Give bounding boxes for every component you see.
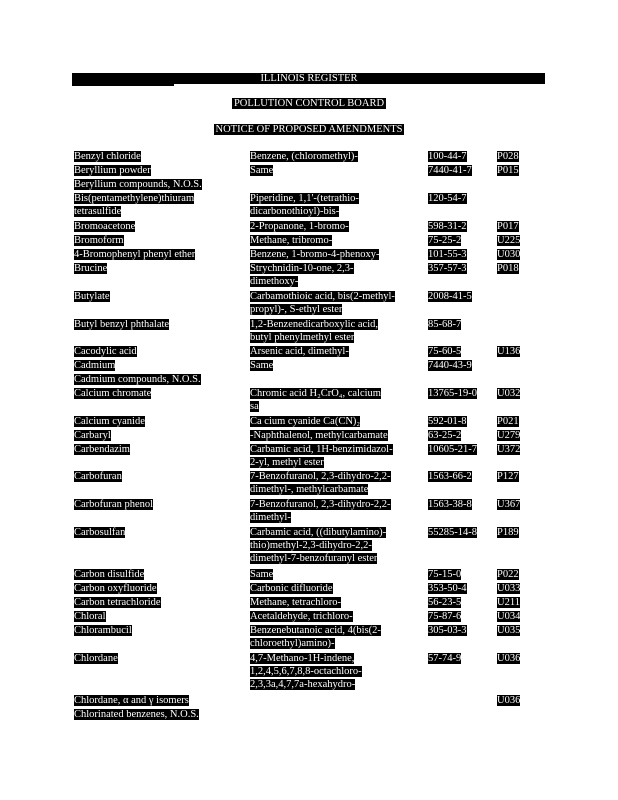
row-cas: 120-54-7 [428, 193, 467, 204]
table-row [0, 415, 618, 429]
row-code: U034 [497, 611, 521, 622]
row-chemical: Arsenic acid, dimethyl- [250, 346, 349, 357]
row-name: Carbon oxyfluoride [74, 583, 157, 594]
row-code: U225 [497, 235, 521, 246]
table-row [0, 192, 618, 217]
row-code: P021 [497, 416, 519, 427]
row-cas: 7440-41-7 [428, 165, 472, 176]
row-cas: 592-01-8 [428, 416, 467, 427]
table-row [0, 429, 618, 443]
row-code: P189 [497, 527, 519, 538]
row-code: U035 [497, 625, 521, 636]
row-chemical: Acetaldehyde, trichloro- [250, 611, 353, 622]
notice-title [0, 124, 618, 135]
row-name: Calcium cyanide [74, 416, 145, 427]
row-cas: 75-60-5 [428, 346, 462, 357]
row-name: Bromoform [74, 235, 124, 246]
row-name: 4-Bromophenyl phenyl ether [74, 249, 196, 260]
row-name: Butyl benzyl phthalate [74, 319, 170, 330]
row-name: Carbon tetrachloride [74, 597, 161, 608]
register-title-text: ILLINOIS REGISTER [260, 73, 358, 84]
row-name: Cadmium compounds, N.O.S. [74, 374, 201, 385]
row-name: Cadmium [74, 360, 116, 371]
table-row [0, 234, 618, 248]
row-code: P018 [497, 263, 519, 274]
table-row [0, 582, 618, 596]
table-row [0, 345, 618, 359]
table-row [0, 694, 618, 708]
row-name: Butylate [74, 291, 110, 302]
row-chemical: Same [250, 165, 274, 176]
row-name: Bis(pentamethylene)thiuram tetrasulfide [74, 193, 195, 217]
row-code: P028 [497, 151, 519, 162]
row-name: Carbosulfan [74, 527, 126, 538]
row-cas: 2008-41-5 [428, 291, 472, 302]
row-name: Carbofuran phenol [74, 499, 154, 510]
row-cas: 357-57-3 [428, 263, 467, 274]
row-name: Calcium chromate [74, 388, 152, 399]
row-chemical: Benzene, 1-bromo-4-phenoxy- [250, 249, 380, 260]
row-name: Chlordane [74, 653, 118, 664]
table-row [0, 568, 618, 582]
row-chemical: Methane, tribromo- [250, 235, 333, 246]
table-row [0, 610, 618, 624]
row-chemical: Ca cium cyanide Ca(CN)₂ [250, 416, 361, 427]
table-row [0, 262, 618, 287]
row-chemical: Carbamothioic acid, bis(2-methyl- propyl)-, S-ethyl ester [250, 291, 395, 315]
row-code: P022 [497, 569, 519, 580]
row-cas: 1563-38-8 [428, 499, 472, 510]
row-name: Beryllium compounds, N.O.S. [74, 179, 202, 190]
row-chemical: Carbonic difluoride [250, 583, 333, 594]
table-row [0, 387, 618, 412]
row-cas: 598-31-2 [428, 221, 467, 232]
row-code: P127 [497, 471, 519, 482]
row-name: Bromoacetone [74, 221, 136, 232]
row-cas: 13765-19-0 [428, 388, 477, 399]
row-code: U032 [497, 388, 521, 399]
row-cas: 75-15-0 [428, 569, 462, 580]
row-cas: 101-55-3 [428, 249, 467, 260]
row-code: U367 [497, 499, 521, 510]
notice-title-text: NOTICE OF PROPOSED AMENDMENTS [215, 124, 403, 135]
table-row [0, 150, 618, 164]
row-chemical: Benzene, (chloromethyl)- [250, 151, 358, 162]
table-row [0, 290, 618, 315]
row-cas: 75-87-6 [428, 611, 462, 622]
row-cas: 305-03-3 [428, 625, 467, 636]
header-underline [72, 84, 174, 86]
table-row [0, 178, 618, 192]
row-cas: 1563-66-2 [428, 471, 472, 482]
table-row [0, 708, 618, 722]
table-row [0, 359, 618, 373]
row-chemical: Carbamic acid, 1H-benzimidazol- 2-yl, methyl ester [250, 444, 393, 468]
table-row [0, 443, 618, 468]
table-row [0, 220, 618, 234]
row-code: P015 [497, 165, 519, 176]
table-row [0, 318, 618, 343]
row-name: Brucine [74, 263, 108, 274]
row-name: Carbaryl [74, 430, 111, 441]
row-chemical: 4,7-Methano-1H-indene, 1,2,4,5,6,7,8,8-octachloro- 2,3,3a,4,7,7a-hexahydro- [250, 653, 362, 690]
row-cas: 85-68-7 [428, 319, 462, 330]
row-name: Benzyl chloride [74, 151, 141, 162]
row-name: Cacodylic acid [74, 346, 137, 357]
row-cas: 100-44-7 [428, 151, 467, 162]
row-name: Chlorinated benzenes, N.O.S. [74, 709, 199, 720]
row-chemical: Benzenebutanoic acid, 4(bis(2- chloroethyl)amino)- [250, 625, 381, 649]
row-chemical: 2-Propanone, 1-bromo- [250, 221, 349, 232]
row-code: U211 [497, 597, 520, 608]
row-name: Chlordane, α and γ isomers [74, 695, 189, 706]
row-chemical: Carbamic acid, ((dibutylamino)- thio)methyl-2,3-dihydro-2,2- dimethyl-7-benzofuranyl ester [250, 527, 387, 564]
row-code: U136 [497, 346, 521, 357]
row-code: U372 [497, 444, 521, 455]
row-chemical: Same [250, 569, 274, 580]
row-chemical: Piperidine, 1,1'-(tetrathio- dicarbonothioyl)-bis- [250, 193, 359, 217]
row-code: P017 [497, 221, 519, 232]
row-chemical: 7-Benzofuranol, 2,3-dihydro-2,2- dimethyl-, methylcarbamate [250, 471, 391, 495]
row-chemical: Methane, tetrachloro- [250, 597, 341, 608]
table-row [0, 624, 618, 649]
row-cas: 55285-14-8 [428, 527, 477, 538]
register-title [0, 73, 618, 84]
board-title-text: POLLUTION CONTROL BOARD [233, 98, 385, 109]
table-row [0, 498, 618, 523]
board-title [0, 98, 618, 109]
row-name: Chlorambucil [74, 625, 132, 636]
table-row [0, 470, 618, 495]
row-name: Carbendazim [74, 444, 130, 455]
row-chemical: -Naphthalenol, methylcarbamate [250, 430, 388, 441]
row-cas: 56-23-5 [428, 597, 462, 608]
row-code: U030 [497, 249, 521, 260]
row-cas: 10605-21-7 [428, 444, 477, 455]
row-name: Beryllium powder [74, 165, 151, 176]
row-chemical: 1,2-Benzenedicarboxylic acid, butyl phenylmethyl ester [250, 319, 378, 343]
row-chemical: Strychnidin-10-one, 2,3- dimethoxy- [250, 263, 354, 287]
row-cas: 63-25-2 [428, 430, 462, 441]
row-cas: 7440-43-9 [428, 360, 472, 371]
row-chemical: Same [250, 360, 274, 371]
table-row [0, 596, 618, 610]
table-row [0, 526, 618, 564]
table-row [0, 373, 618, 387]
row-code: U036 [497, 653, 521, 664]
row-code: U033 [497, 583, 521, 594]
row-cas: 75-25-2 [428, 235, 462, 246]
row-name: Carbon disulfide [74, 569, 145, 580]
table-row [0, 652, 618, 690]
row-code: U279 [497, 430, 521, 441]
row-code: U036 [497, 695, 521, 706]
row-cas: 57-74-9 [428, 653, 462, 664]
table-row [0, 248, 618, 262]
row-name: Chloral [74, 611, 106, 622]
table-row [0, 164, 618, 178]
row-cas: 353-50-4 [428, 583, 467, 594]
row-name: Carbofuran [74, 471, 122, 482]
row-chemical: Chromic acid H₂CrO₄, calcium sa [250, 388, 381, 412]
row-chemical: 7-Benzofuranol, 2,3-dihydro-2,2- dimethyl- [250, 499, 391, 523]
